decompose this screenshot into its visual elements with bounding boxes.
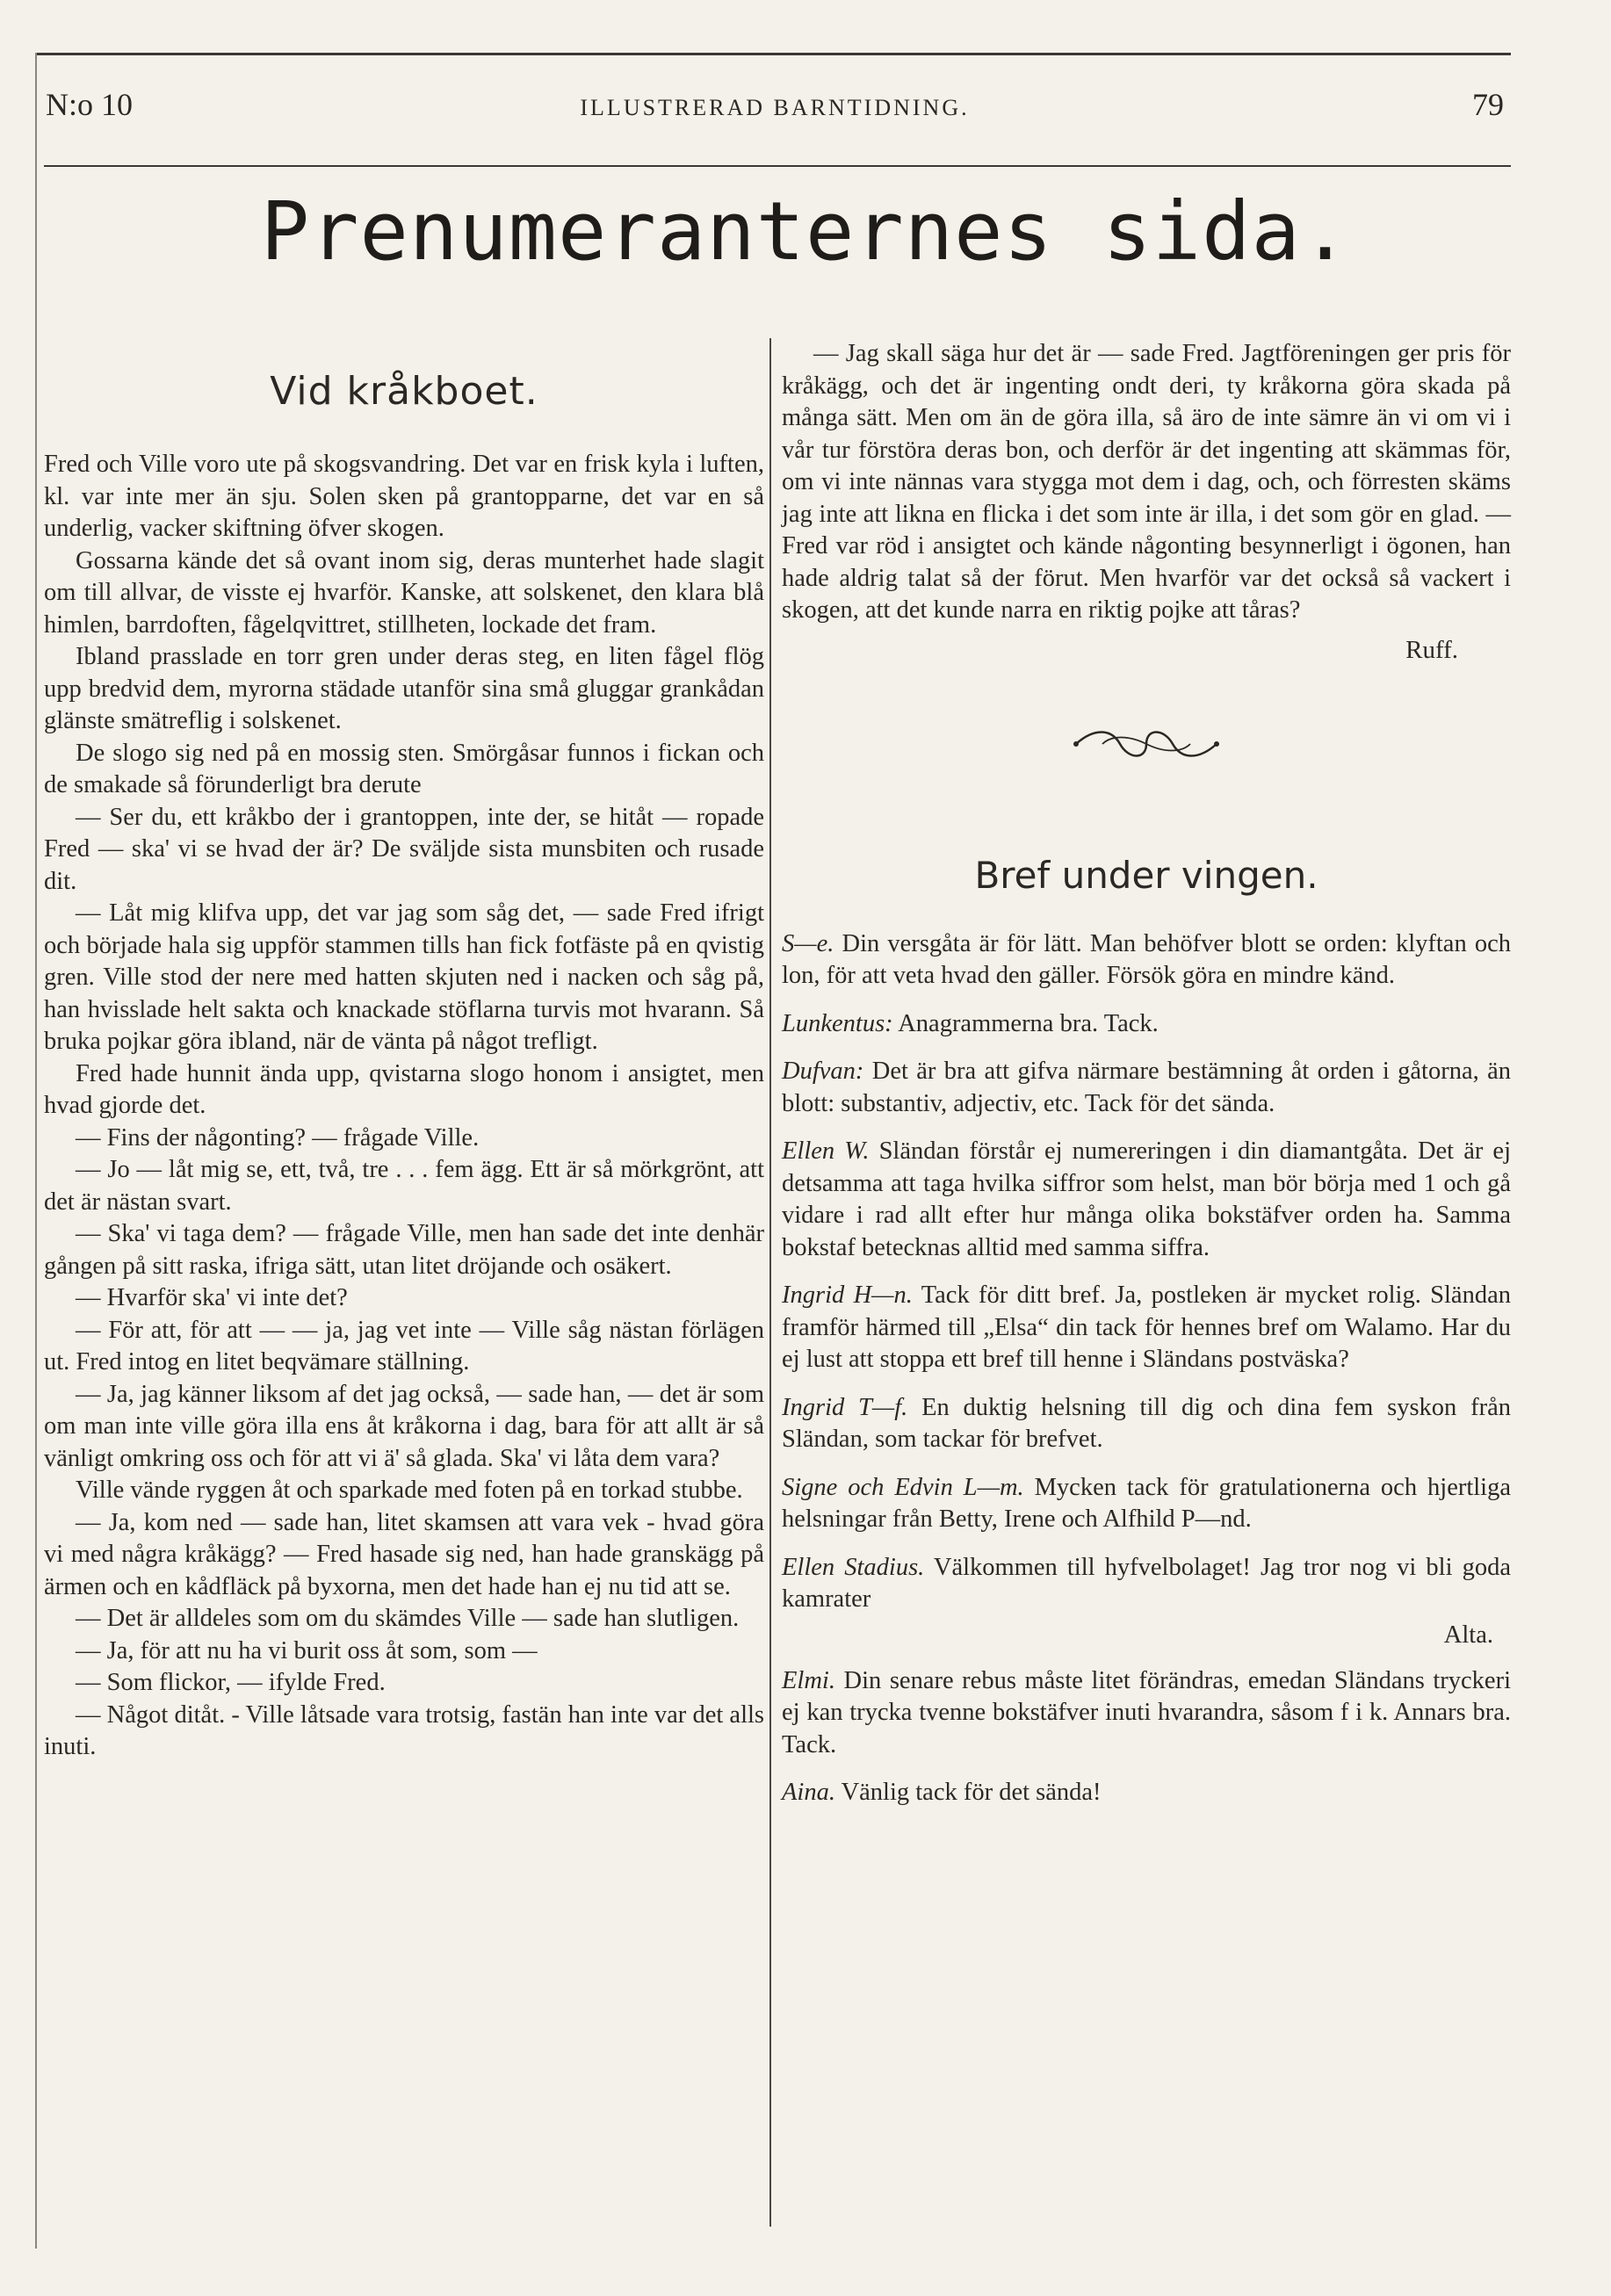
story-paragraph: — Som flickor, — ifylde Fred. [76, 1669, 386, 1696]
story-paragraph: Fred och Ville voro ute på skogsvandring. Det var en frisk kyla i luften, kl. var inte mer än sju. Solen sken på grantopparne, det var en så underlig, vacker skiftning öfver skogen. [44, 451, 764, 542]
story-paragraph: — Ja, jag känner liksom af det jag också, — sade han, — det är som om man inte ville göra illa ens åt kråkorna i dag, bara för att allt är så vänligt omkring oss och för att vi ä' så glada. Ska' vi låta dem vara? [44, 1380, 764, 1472]
column-divider [769, 338, 771, 2227]
letter-entry [782, 1777, 1511, 1809]
letter-recipient: Ingrid H—n. [782, 1282, 913, 1309]
story-paragraph: — Ska' vi taga dem? — frågade Ville, men han sade det inte denhär gången på sitt raska, ifriga sätt, utan litet dröjande och osäkert. [44, 1220, 764, 1280]
issue-number: N:o 10 [46, 87, 133, 122]
letter-entry [782, 1552, 1511, 1616]
story-paragraph: — Det är alldeles som om du skämdes Ville — sade han slutligen. [76, 1605, 740, 1632]
letter-recipient: Ellen W. [782, 1137, 870, 1165]
letter-entry [782, 928, 1511, 993]
letters-list [782, 928, 1511, 1809]
letter-recipient: Lunkentus: [782, 1009, 893, 1037]
story-paragraph: — Ja, för att nu ha vi burit oss åt som, som — [76, 1636, 538, 1664]
letter-entry [782, 1008, 1511, 1041]
letter-text: Vänlig tack för det sända! [834, 1779, 1102, 1806]
story-paragraph: — Fins der någonting? — frågade Ville. [76, 1123, 480, 1152]
story-paragraph: Fred hade hunnit ända upp, qvistarna slogo honom i ansigtet, men hvad gjorde det. [44, 1059, 764, 1119]
story-paragraph: De slogo sig ned på en mossig sten. Smörgåsar funnos i fickan och de smakade så förunderligt bra derute [44, 739, 764, 798]
letter-text: Din versgåta är för lätt. Man behöfver blott se orden: klyftan och lon, för att veta hvad den gäller. Försök göra en mindre känd. [782, 929, 1511, 989]
right-column [782, 338, 1511, 1825]
journal-title: ILLUSTRERAD BARNTIDNING. [580, 95, 970, 120]
ornament-divider [782, 726, 1511, 766]
header-rule [44, 165, 1511, 167]
letter-text: Mycken tack för gratulationerna och hjertliga helsningar från Betty, Irene och Alfhild P—nd. [782, 1473, 1511, 1533]
letter-text: Din senare rebus måste litet förändras, emedan Sländans tryckeri ej kan trycka tvenne bokstäfver inuti hvarandra, såsom f i k. Annars bra. Tack. [782, 1666, 1511, 1758]
letter-text: Anagrammerna bra. Tack. [892, 1009, 1159, 1037]
letter-recipient: Ellen Stadius. [782, 1553, 925, 1581]
story-paragraph: — Jo — låt mig se, ett, två, tre . . . fem ägg. Ett är så mörkgrönt, att det är nästan svart. [44, 1156, 764, 1216]
story-paragraph: — Hvarför ska' vi inte det? [76, 1284, 348, 1311]
letter-entry [782, 1056, 1511, 1120]
page-number: 79 [1472, 87, 1504, 122]
letter-recipient: Elmi. [782, 1666, 835, 1694]
left-border [35, 53, 37, 2249]
letter-entry [782, 1472, 1511, 1536]
story-paragraph: — Låt mig klifva upp, det var jag som såg det, — sade Fred ifrigt och började hala sig uppför stammen tills han fick fotfäste på en qvistig gren. Ville stod der nere med hatten skjuten ned i nacken och såg på, han hvisslade helt sakta och knackade stöflarna turvis mot hvarann. Så bruka pojkar göra ibland, när de vänta på något trefligt. [44, 899, 764, 1055]
story-title: Vid kråkboet. [270, 369, 538, 414]
top-rule [35, 53, 1511, 55]
letter-entry [782, 1136, 1511, 1264]
letter-entry [782, 1280, 1511, 1376]
left-column [44, 343, 764, 1764]
letter-entry [782, 1392, 1511, 1456]
story-paragraph: Ibland prasslade en torr gren under deras steg, en liten fågel flög upp bredvid dem, myrorna städade utanför sina små gluggar grankådan glänste smätreflig i solskenet. [44, 643, 764, 734]
letter-text: Det är bra att gifva närmare bestämning åt orden i gåtorna, än blott: substantiv, adjectiv, etc. Tack för det sända. [782, 1058, 1511, 1117]
story-continuation: — Jag skall säga hur det är — sade Fred. Jagtföreningen ger pris för kråkägg, och det är ingenting ondt deri, ty kråkorna göra skada på många sätt. Men om än de göra illa, så äro de inte sämre än vi om vi i vår tur förstöra deras bon, och derför är det ingenting att skämmas för, om vi inte nännas vara stygga mot dem i dag, och, och förresten skäms jag inte att likna en flicka i det som inte är illa, i det som gör en glad. — Fred var röd i ansigtet och kände någonting besynnerligt i ögonen, han hade aldrig talat så der förut. Men hvarför var det också så vackert i skogen, att det kunde narra en riktig pojke att tåras? [782, 340, 1511, 624]
letters-title: Bref under vingen. [974, 853, 1318, 897]
letter-recipient: Aina. [782, 1779, 835, 1806]
letter-entry [782, 1665, 1511, 1762]
letter-signature: Alta. [1443, 1621, 1493, 1649]
letter-text: En duktig helsning till dig och dina fem syskon från Sländan, som tackar för brefvet. [782, 1393, 1511, 1453]
story-paragraph: — Ser du, ett kråkbo der i grantoppen, inte der, se hitåt — ropade Fred — ska' vi se hvad der är? De sväljde sista munsbiten och rusade dit. [44, 803, 764, 895]
story-paragraph: — För att, för att — — ja, jag vet inte — Ville såg nästan förlägen ut. Fred intog en litet beqvämare ställning. [44, 1316, 764, 1375]
story-body [44, 449, 764, 1764]
letter-recipient: Ingrid T—f. [782, 1393, 908, 1421]
story-paragraph: Ville vände ryggen åt och sparkade med foten på en torkad stubbe. [76, 1477, 743, 1504]
story-paragraph: Gossarna kände det så ovant inom sig, deras munterhet hade slagit om till allvar, de visste ej hvarför. Kanske, att solskenet, den klara blå himlen, barrdoften, fågelqvittret, stillheten, lockade det fram. [44, 546, 764, 639]
running-header [46, 86, 1504, 135]
letter-text: Tack för ditt bref. Ja, postleken är mycket rolig. Sländan framför härmed till „Elsa“ din tack för hennes bref om Walamo. Har du ej lust att stoppa ett bref till henne i Sländans postväska? [782, 1282, 1511, 1373]
story-paragraph: — Ja, kom ned — sade han, litet skamsen att vara vek - hvad göra vi med några kråkägg? — Fred hasade sig ned, han hade granskägg på ärmen och en kådfläck på byxorna, men det hade han ej nu tid att se. [44, 1508, 764, 1600]
letter-recipient: Dufvan: [782, 1058, 864, 1085]
story-signature: Ruff. [1405, 635, 1458, 664]
story-paragraph: — Något ditåt. - Ville låtsade vara trotsig, fastän han inte var det alls inuti. [44, 1700, 764, 1760]
letter-recipient: S—e. [782, 929, 834, 957]
letter-recipient: Signe och Edvin L—m. [782, 1473, 1024, 1501]
flourish-icon [1067, 726, 1225, 762]
letter-text: Sländan förstår ej numereringen i din diamantgåta. Det är ej detsamma att taga hvilka siffror som helst, man bör börja med 1 och gå vidare i rad allt efter hur många olika bokstäfver orden ha. Samma bokstaf betecknas alltid med samma siffra. [782, 1137, 1511, 1261]
letter-text: Välkommen till hyfvelbolaget! Jag tror nog vi bli goda kamrater [782, 1553, 1511, 1613]
page-title: Prenumeranternes sida. [260, 184, 1351, 278]
